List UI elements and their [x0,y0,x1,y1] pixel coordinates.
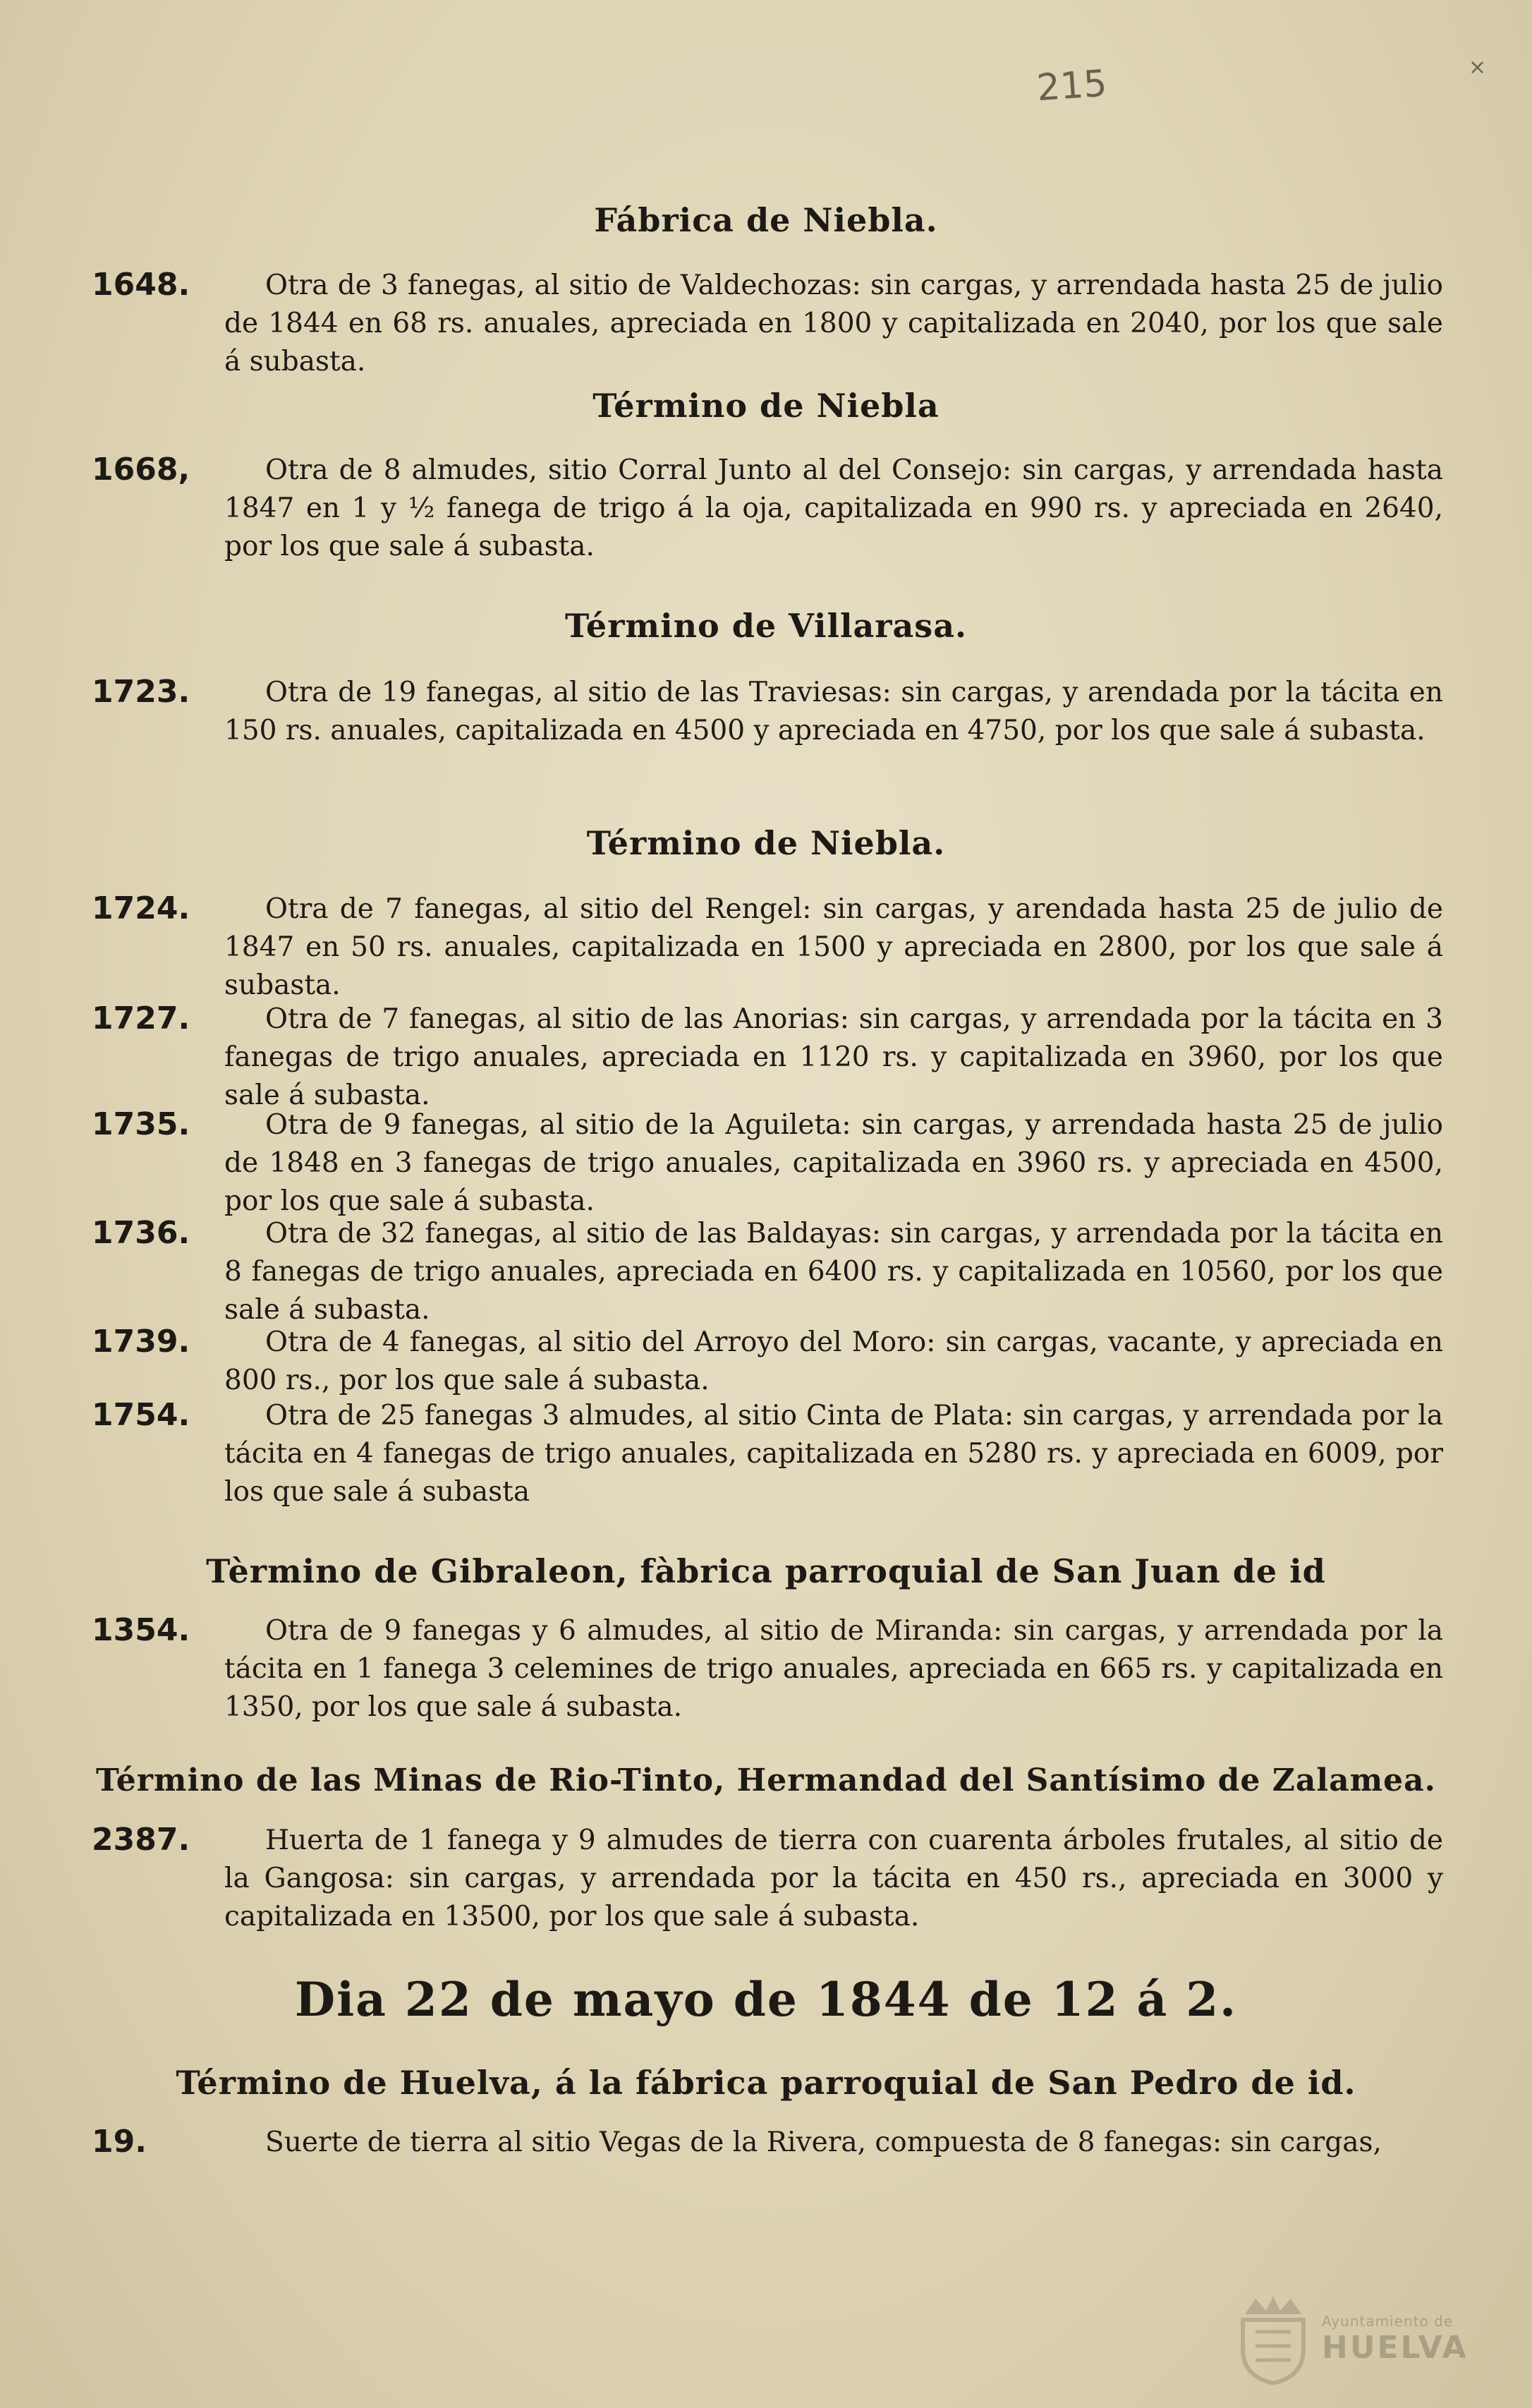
entry-number: 1668, [92,452,190,488]
entry-text: Otra de 7 fanegas, al sitio del Rengel: sin cargas, y arendada hasta 25 de julio de 1847 en 50 rs. anuales, capitalizada en 1500 y apreciada en 2800, por los que sale á subasta. [224,893,1443,1001]
logo-big-text: HUELVA [1322,2329,1469,2366]
entry-text: Huerta de 1 fanega y 9 almudes de tierra con cuarenta árboles frutales, al sitio de la Gangosa: sin cargas, y arrendada por la tácita en 450 rs., apreciada en 3000 y capitalizada en 13500, por los que sale á subasta. [224,1825,1443,1932]
entry-text: Otra de 4 fanegas, al sitio del Arroyo del Moro: sin cargas, vacante, y apreciada en 800 rs., por los que sale á subasta. [224,1326,1443,1396]
entry-text: Otra de 9 fanegas y 6 almudes, al sitio de Miranda: sin cargas, y arrendada por la tácita en 1 fanega 3 celemines de trigo anuales, apreciada en 665 rs. y capitalizada en 1350, por los que sale á subasta. [224,1615,1443,1723]
section-heading-huelva: Término de Huelva, á la fábrica parroquial de San Pedro de id. [176,2064,1356,2102]
section-heading-fabrica-niebla: Fábrica de Niebla. [594,201,938,239]
entry-text: Otra de 8 almudes, sitio Corral Junto al del Consejo: sin cargas, y arrendada hasta 1847 en 1 y ½ fanega de trigo á la oja, capitalizada en 990 rs. y apreciada en 2640, por los que sale á subasta. [224,454,1443,562]
entry-text: Otra de 32 fanegas, al sitio de las Baldayas: sin cargas, y arrendada por la tácita en 8 fanegas de trigo anuales, apreciada en 6400 rs. y capitalizada en 10560, por los que sale á subasta. [224,1218,1443,1326]
corner-mark: × [1469,55,1487,80]
ayuntamiento-logo [1234,2286,1524,2392]
entry-number: 1724. [92,890,190,926]
logo-small-text: Ayuntamiento de [1322,2312,1454,2330]
section-heading-termino-niebla: Término de Niebla [592,387,940,425]
entry-number: 19. [92,2124,147,2160]
entry-text: Suerte de tierra al sitio Vegas de la Rivera, compuesta de 8 fanegas: sin cargas, [265,2126,1382,2158]
entry-text: Otra de 7 fanegas, al sitio de las Anorias: sin cargas, y arrendada por la tácita en 3 fanegas de trigo anuales, apreciada en 1120 rs. y capitalizada en 3960, por los que sale á subasta. [224,1003,1443,1111]
section-heading-gibraleon: Tèrmino de Gibraleon, fàbrica parroquial de San Juan de id [206,1552,1326,1590]
crown-shield-icon [1234,2293,1312,2385]
section-heading-termino-niebla-2: Término de Niebla. [586,824,946,862]
entry-text: Otra de 3 fanegas, al sitio de Valdechozas: sin cargas, y arrendada hasta 25 de julio de 1844 en 68 rs. anuales, apreciada en 1800 y capitalizada en 2040, por los que sale á subasta. [224,270,1443,377]
entry-number: 2387. [92,1822,190,1858]
entry-number: 1727. [92,1000,190,1036]
day-header: Dia 22 de mayo de 1844 de 12 á 2. [294,1972,1238,2027]
folio-number: 215 [1035,62,1109,110]
logo-text [1322,2313,1469,2366]
entry-number: 1648. [92,267,190,303]
entry-text: Otra de 9 fanegas, al sitio de la Aguileta: sin cargas, y arrendada hasta 25 de julio de 1848 en 3 fanegas de trigo anuales, capitalizada en 3960 rs. y apreciada en 4500, por los que sale á subasta. [224,1109,1443,1217]
entry-number: 1354. [92,1612,190,1648]
entry-number: 1735. [92,1106,190,1142]
entry-text: Otra de 19 fanegas, al sitio de las Traviesas: sin cargas, y arendada por la tácita en 150 rs. anuales, capitalizada en 4500 y apreciada en 4750, por los que sale á subasta. [224,677,1443,746]
entry-number: 1754. [92,1397,190,1433]
entry-text: Otra de 25 fanegas 3 almudes, al sitio Cinta de Plata: sin cargas, y arrendada por la tácita en 4 fanegas de trigo anuales, capitalizada en 5280 rs. y apreciada en 6009, por los que sale á subasta [224,1400,1443,1508]
entry-number: 1739. [92,1324,190,1360]
section-heading-villarasa: Término de Villarasa. [564,607,968,645]
entry-number: 1736. [92,1215,190,1251]
entry-number: 1723. [92,674,190,710]
section-heading-rio-tinto: Término de las Minas de Rio-Tinto, Hermandad del Santísimo de Zalamea. [96,1762,1436,1798]
